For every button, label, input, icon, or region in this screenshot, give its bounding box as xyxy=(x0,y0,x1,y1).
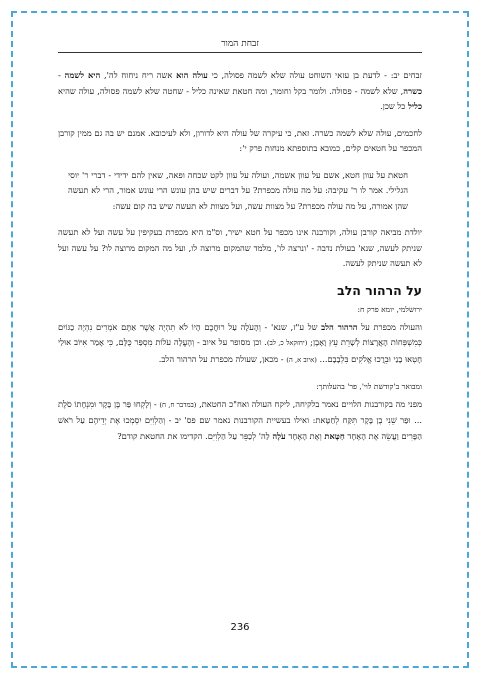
text-run: זבחים יב: - לדעת בן עזאי השוחט עולה שלא לשמה פסולה, כי xyxy=(207,70,422,80)
paragraph-kodesh-src xyxy=(58,379,422,395)
text-run: אשה ריח ניחוח לה', xyxy=(100,70,177,80)
bold-run: כליל xyxy=(408,101,422,111)
running-head: זבחת המור xyxy=(58,38,422,53)
paragraph-yerushalmi-src xyxy=(58,302,422,318)
paragraph-kodesh xyxy=(58,397,422,445)
page xyxy=(58,38,422,455)
text-run: (איוב א, ה) xyxy=(286,355,317,364)
text-run: - xyxy=(58,70,65,80)
text-run: חטאת על עוון חטא, אשם על עוון אשמה, ועולה על עוון לקט שכחה ופאה, שאין להם ידידי - דברי ר' יוסי הגלילי. אמר לו ר' עקיבה: על מה עולה מכפרת? על דברים שיש בהן עונש הרי עונש אמור, הרי לא תעשה שהן אמורה, על מה עולה מכפרת? על מצוות עשה, ועל מצוות לא תעשה שיש בה קום עשה: xyxy=(68,169,408,211)
text-run: לַה' לְכַפֵּר עַל הַלְוִיִּם. הקדימו את החטאת קודם? xyxy=(117,430,273,441)
bold-run: כשרה xyxy=(403,85,422,96)
paragraph-yerushalmi xyxy=(58,320,422,369)
paragraph-chachamim xyxy=(58,126,422,157)
bold-run: עולה הוא xyxy=(176,70,208,80)
text-run: מפני מה בקורבנות הלויים נאמר בלקיחה, ליקח העולה ואח"כ החטאת, xyxy=(196,398,422,409)
page-number: 236 xyxy=(230,622,250,633)
content xyxy=(58,68,422,444)
text-run: (יחזקאל כ, לב) xyxy=(266,339,308,347)
paragraph-zevachim xyxy=(58,68,422,115)
paragraph-tosefta xyxy=(58,168,422,215)
bold-run: הרהור הלב xyxy=(321,321,358,332)
bold-run: היא לשמה xyxy=(64,70,101,80)
text-run: כל שכן. xyxy=(380,101,408,111)
text-run: - מכאן, שעולה מכפרת על הרהור הלב. xyxy=(158,353,287,364)
text-run: , שלא לשמה - פסולה. ולומר בקל וחומר, ומה חטאת שאינה כליל - שחטה שלא לשמה פסולה, עולה שהיא xyxy=(58,85,404,96)
text-run: וְאֶת הָאֶחָד xyxy=(285,430,325,441)
bold-run: עֹלָה xyxy=(272,430,286,441)
text-run: - וְלָקְחוּ פַּר בֶּן בָּקָר וּמִנְחָתוֹ סֹלֶת ... וּפַר שֵׁנִי בֶן בָּקָר תִּקַּח לְחַטָּאת: ואילו בעשיית הקורבנות נאמר שם פס' יב - וְהַלְוִיִּם יִסְמְכוּ אֶת יְדֵיהֶם עַל רֹאשׁ הַפָּרִים וַעֲשֵׂה אֶת הָאֶחָד xyxy=(58,398,422,441)
text-run: והעולה מכפרת על xyxy=(357,321,422,332)
body-bottom xyxy=(58,302,422,444)
text-run: (במדבר ח, ח) xyxy=(159,400,197,409)
text-run: של ע"ז, שנא' - וְהָעֹלָה עַל רוּחֲכֶם הָיוֹ לֹא תִהְיֶה אֲשֶׁר אַתֶּם אֹמְרִים נִהְיֶה כַגּוֹיִם כְּמִשְׁפְּחוֹת הָאֲרָצוֹת לְשָׁרֵת עֵץ וָאָבֶן; xyxy=(58,321,422,347)
text-run: לחכמים, עולה שלא לשמה כשרה. זאת, כי עיקרה של עולה היא לדורון, ולא לעיכובא. אמנם יש בה גם ממין קורבן המכפר על חטאים קלים, כמובא בתוספתא מנחות פרק י': xyxy=(58,127,422,153)
paragraph-yoledet xyxy=(58,225,422,272)
text-run: ומבואר ב'קודשת לוי', פר' בהעלותך: xyxy=(316,382,422,391)
text-run: . וכן מסופר על איוב - וְהֶעֱלָה עֹלוֹת מִסְפַּר כֻּלָּם, כִּי אָמַר אִיּוֹב אוּלַי חָטְאוּ בָנַי וּבֵרֲכוּ אֱלֹקִים בִּלְבָבָם... xyxy=(58,337,422,364)
section-heading: על הרהור הלב xyxy=(337,282,422,298)
body-top xyxy=(58,68,422,272)
text-run: יולדת מביאה קורבן עולה, וקורבנה אינו מכפר על חטא ישיר, וס"מ היא מכפרת בעקיפין על עשה ועל לא תעשה שניתק לעשה, שנא' בעולת נדבה - 'ונרצה לו', מלמד שהמקום מרוצה לו, ועל מה המקום מרוצה לו? על עשה ועל לא תעשה שניתק לעשה. xyxy=(58,227,422,268)
bold-run: חַטָּאת xyxy=(324,430,345,441)
text-run: ירושלמי, יומא פרק ח: xyxy=(357,305,422,314)
